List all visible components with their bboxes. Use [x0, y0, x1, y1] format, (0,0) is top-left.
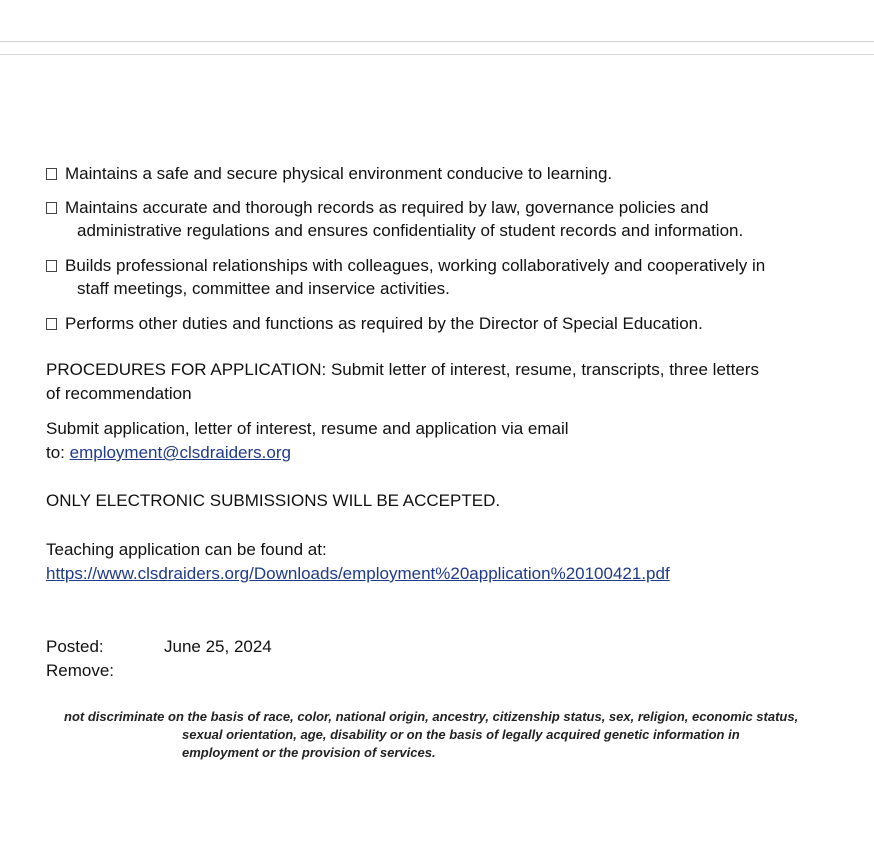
posted-date: June 25, 2024 [164, 637, 272, 656]
nondiscrimination-line-1: not discriminate on the basis of race, color, national origin, ancestry, citizenship status, sex, religion, economic status, [64, 709, 799, 724]
list-item-text-continued: administrative regulations and ensures confidentiality of student records and information. [77, 221, 744, 240]
list-item-text: Performs other duties and functions as required by the Director of Special Education. [65, 314, 703, 333]
application-url-link[interactable]: https://www.clsdraiders.org/Downloads/employment%20application%20100421.pdf [46, 564, 670, 583]
posted-row [46, 635, 272, 659]
submit-paragraph [46, 417, 569, 465]
email-link[interactable]: employment@clsdraiders.org [69, 443, 291, 462]
procedures-paragraph [46, 358, 759, 406]
remove-row [46, 659, 164, 683]
list-item-text-continued: staff meetings, committee and inservice activities. [77, 279, 450, 298]
procedures-line-1: PROCEDURES FOR APPLICATION: Submit letter of interest, resume, transcripts, three letters [46, 360, 759, 379]
teaching-paragraph [46, 538, 670, 586]
submit-to-label: to: [46, 443, 70, 462]
remove-label: Remove: [46, 661, 115, 680]
list-item [46, 162, 866, 185]
electronic-notice: ONLY ELECTRONIC SUBMISSIONS WILL BE ACCEPTED. [46, 491, 501, 510]
posted-label: Posted: [46, 637, 104, 656]
checkbox-bullet-icon [46, 318, 57, 330]
list-item-text: Maintains accurate and thorough records as required by law, governance policies and [65, 198, 709, 217]
list-item-text: Builds professional relationships with colleagues, working collaboratively and cooperatively in [65, 256, 766, 275]
submit-line-1: Submit application, letter of interest, resume and application via email [46, 419, 569, 438]
checkbox-bullet-icon [46, 260, 57, 272]
nondiscrimination-line-3: employment or the provision of services. [182, 745, 436, 760]
nondiscrimination-line-2: sexual orientation, age, disability or on the basis of legally acquired genetic information in [182, 727, 740, 742]
list-item [46, 254, 866, 300]
list-item [46, 196, 866, 242]
teaching-label: Teaching application can be found at: [46, 540, 327, 559]
list-item [46, 312, 866, 335]
list-item-text: Maintains a safe and secure physical environment conducive to learning. [65, 164, 613, 183]
checkbox-bullet-icon [46, 202, 57, 214]
checkbox-bullet-icon [46, 168, 57, 180]
procedures-line-2: of recommendation [46, 384, 192, 403]
submit-line-2 [46, 441, 569, 465]
